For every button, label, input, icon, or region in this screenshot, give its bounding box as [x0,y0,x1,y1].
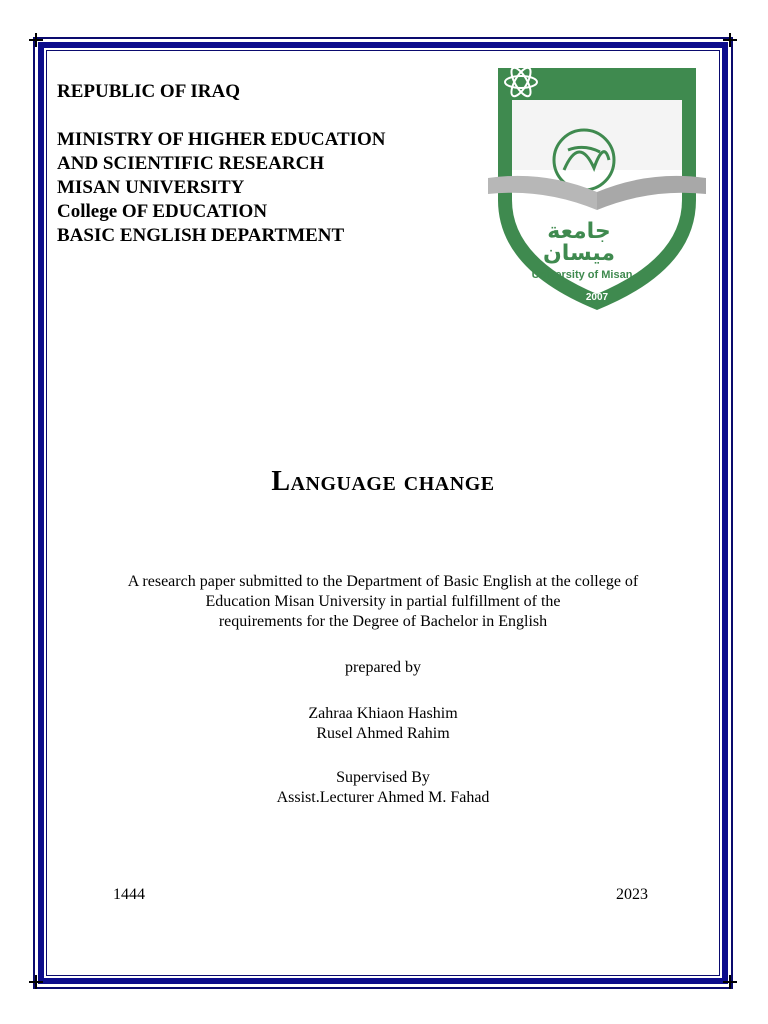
university-logo [484,60,710,316]
logo-arabic-line1: جامعة [547,219,611,244]
gregorian-year: 2023 [616,886,648,903]
supervisor-name: Assist.Lecturer Ahmed M. Fahad [276,789,490,806]
university-name: MISAN UNIVERSITY [57,177,245,198]
submission-line3: requirements for the Degree of Bachelor in English [218,613,548,630]
author-list [0,704,766,744]
department-name: BASIC ENGLISH DEPARTMENT [57,225,345,246]
submission-line2: Education Misan University in partial fulfillment of the [205,593,561,610]
supervision-block [0,768,766,808]
college-name: College OF EDUCATION [57,201,268,222]
ministry-name-line1: MINISTRY OF HIGHER EDUCATION [57,129,386,150]
logo-arabic-line2: ميسان [542,241,616,266]
prepared-by-label: prepared by [345,659,421,676]
submission-line1: A research paper submitted to the Department of Basic English at the college of [127,573,639,590]
corner-ornament [723,33,737,47]
country-name: REPUBLIC OF IRAQ [57,81,240,102]
logo-year: 2007 [585,292,609,303]
corner-ornament [29,33,43,47]
institution-header [57,80,457,248]
author-name: Zahraa Khiaon Hashim [308,705,458,722]
hijri-year: 1444 [113,886,145,903]
supervisor-label: Supervised By [336,769,430,786]
submission-statement [0,572,766,632]
corner-ornament [29,975,43,989]
ministry-name-line2: AND SCIENTIFIC RESEARCH [57,153,325,174]
document-title: Language change [271,466,495,497]
author-name: Rusel Ahmed Rahim [316,725,450,742]
logo-english-name: University of Misan [531,269,633,281]
corner-ornament [723,975,737,989]
